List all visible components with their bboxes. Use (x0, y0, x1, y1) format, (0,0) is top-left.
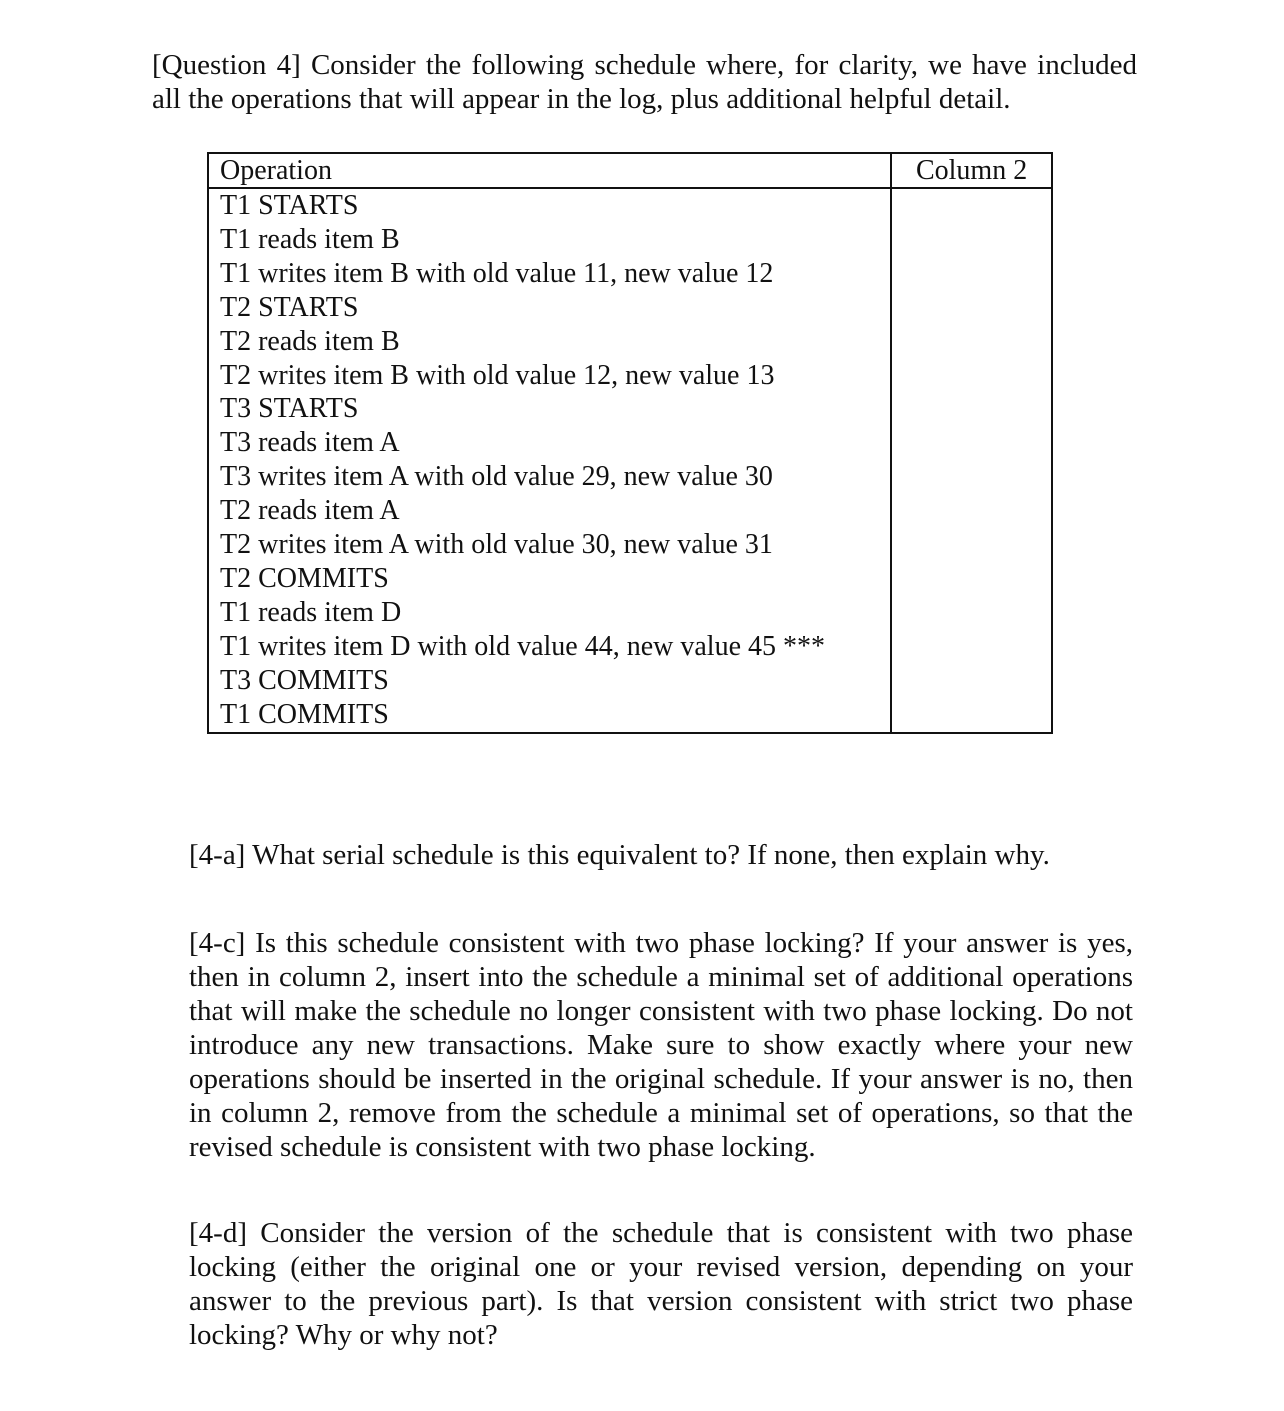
operation-cell: T1 STARTS (208, 188, 891, 223)
table-row (208, 188, 1052, 223)
question-4c: [4-c] Is this schedule consistent with two phase locking? If your answer is yes, then in column 2, insert into the schedule a minimal set of additional operations that will make the schedule no longer consistent with two phase locking. Do not introduce any new transactions. Make sure to show exactly where your new operations should be inserted in the original schedule. If your answer is no, then in column 2, remove from the schedule a minimal set of operations, so that the revised schedule is consistent with two phase locking. (189, 927, 1133, 1163)
column-2-cell (891, 630, 1052, 664)
table-row (208, 426, 1052, 460)
operation-cell: T1 reads item D (208, 596, 891, 630)
operation-cell: T2 writes item A with old value 30, new value 31 (208, 528, 891, 562)
column-2-cell (891, 291, 1052, 325)
table-row (208, 392, 1052, 426)
column-2-cell (891, 528, 1052, 562)
column-2-cell (891, 325, 1052, 359)
table-row (208, 494, 1052, 528)
operation-cell: T2 COMMITS (208, 562, 891, 596)
question-4d: [4-d] Consider the version of the schedule that is consistent with two phase locking (either the original one or your revised version, depending on your answer to the previous part). Is that version consistent with strict two phase locking? Why or why not? (189, 1217, 1133, 1351)
table-row (208, 325, 1052, 359)
operation-cell: T2 STARTS (208, 291, 891, 325)
operation-cell: T3 COMMITS (208, 664, 891, 698)
column-2-cell (891, 392, 1052, 426)
schedule-table (207, 152, 1053, 734)
table-row (208, 291, 1052, 325)
table-row (208, 528, 1052, 562)
column-2-cell (891, 562, 1052, 596)
intro-text: [Question 4] Consider the following schedule where, for clarity, we have included all the operations that will appear in the log, plus additional helpful detail. (152, 49, 1137, 115)
column-2-cell (891, 426, 1052, 460)
operation-cell: T1 writes item D with old value 44, new value 45 *** (208, 630, 891, 664)
table-row (208, 359, 1052, 393)
operation-cell: T2 reads item B (208, 325, 891, 359)
question-4a: [4-a] What serial schedule is this equivalent to? If none, then explain why. (189, 839, 1050, 871)
column-2-cell (891, 596, 1052, 630)
column-2-cell (891, 494, 1052, 528)
column-2-cell (891, 359, 1052, 393)
table-row (208, 698, 1052, 733)
column-2-cell (891, 460, 1052, 494)
operation-cell: T1 writes item B with old value 11, new value 12 (208, 257, 891, 291)
table-row (208, 562, 1052, 596)
operation-cell: T2 reads item A (208, 494, 891, 528)
operation-cell: T1 reads item B (208, 223, 891, 257)
table-row (208, 460, 1052, 494)
table-row (208, 664, 1052, 698)
operation-cell: T3 writes item A with old value 29, new value 30 (208, 460, 891, 494)
operation-cell: T2 writes item B with old value 12, new value 13 (208, 359, 891, 393)
operation-cell: T3 STARTS (208, 392, 891, 426)
header-operation: Operation (208, 153, 891, 188)
table-row (208, 630, 1052, 664)
table-row (208, 223, 1052, 257)
table-header-row (208, 153, 1052, 188)
column-2-cell (891, 257, 1052, 291)
column-2-cell (891, 223, 1052, 257)
table-row (208, 257, 1052, 291)
column-2-cell (891, 698, 1052, 733)
table-row (208, 596, 1052, 630)
column-2-cell (891, 664, 1052, 698)
operation-cell: T3 reads item A (208, 426, 891, 460)
header-column-2: Column 2 (891, 153, 1052, 188)
question-intro (152, 48, 1137, 116)
column-2-cell (891, 188, 1052, 223)
operation-cell: T1 COMMITS (208, 698, 891, 733)
